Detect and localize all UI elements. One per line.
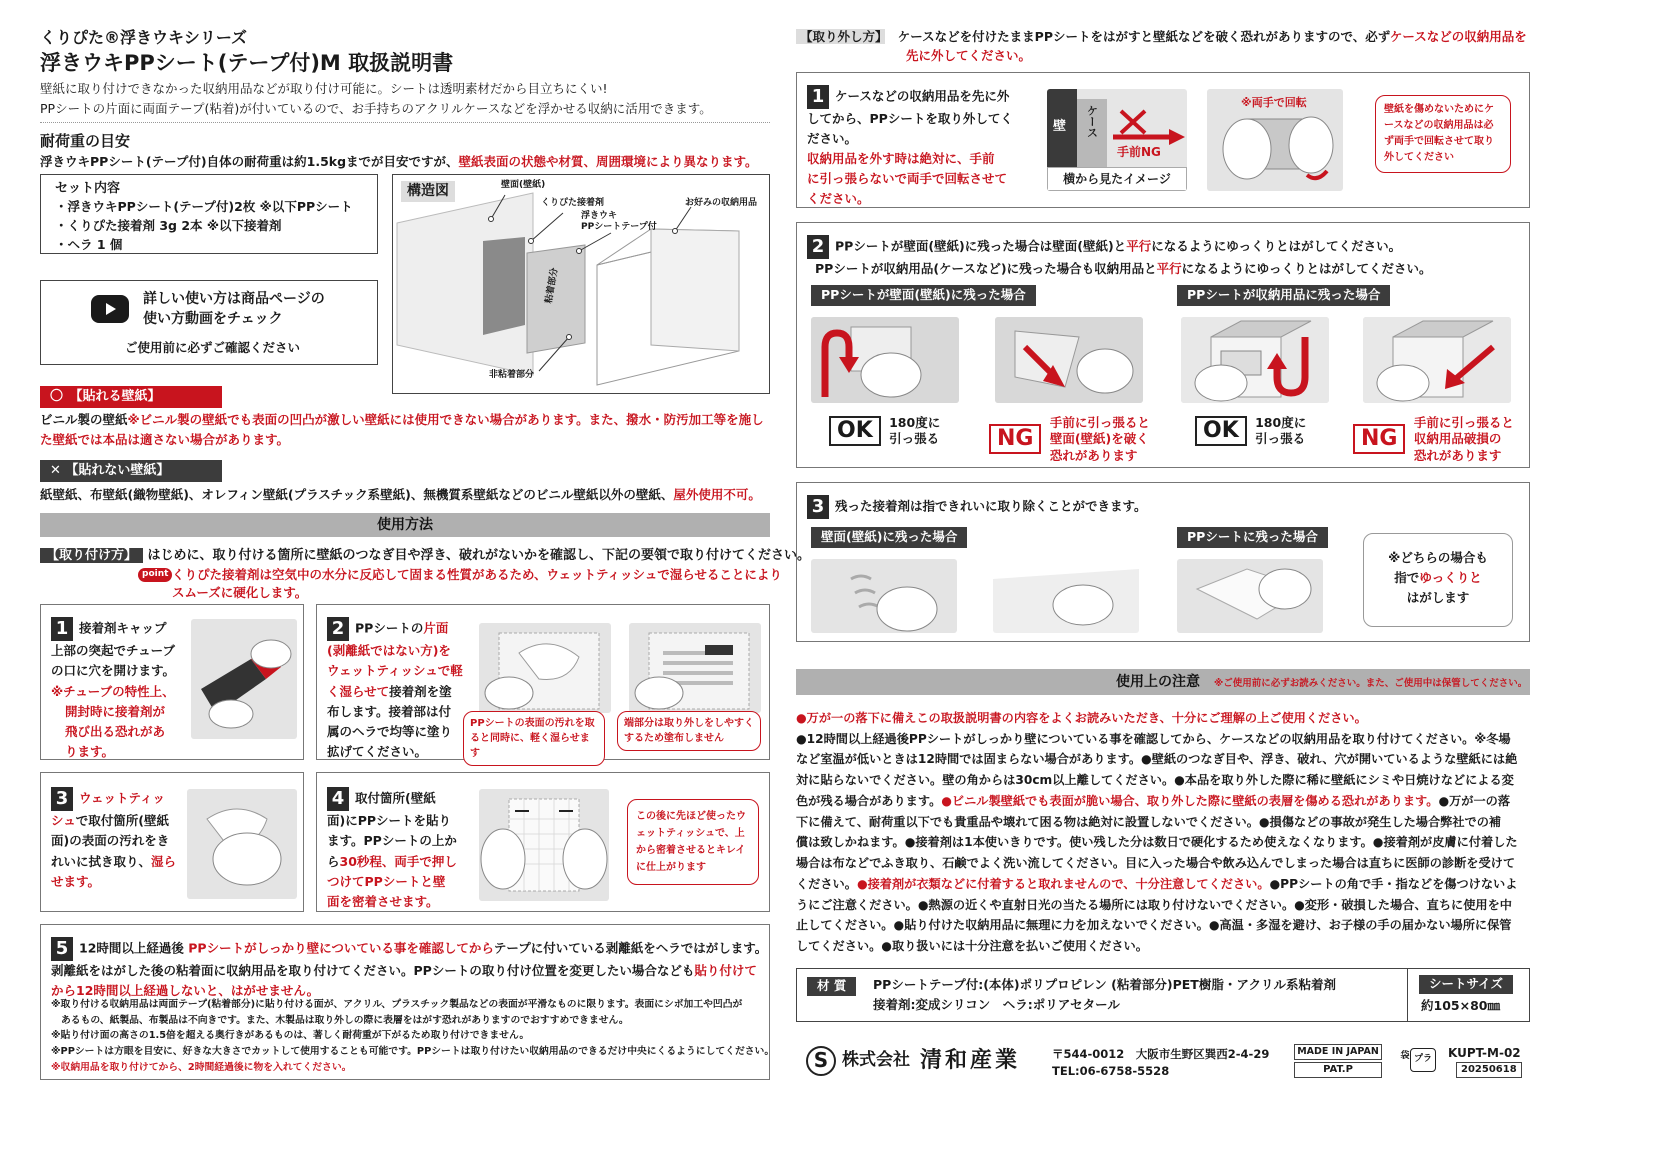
removal-step-1-box xyxy=(796,72,1530,208)
step-4-bubble: この後に先ほど使ったウェットティッシュで、上から密着させるとキレイに仕上がります xyxy=(627,799,759,885)
rotate-label: ※両手で回転 xyxy=(1241,96,1307,109)
ok-wall-text: ビニル製の壁紙※ビニル製の壁紙でも表面の凹凸が激しい壁紙には使用できない場合があります。また、撥水・防汚加工等を施した壁紙では本品は適さない場合があります。 xyxy=(40,412,764,447)
set-contents-box xyxy=(40,174,378,254)
material-box xyxy=(796,968,1530,1022)
label-wall: 壁面(壁紙) xyxy=(501,180,546,190)
step-2-illustration-1 xyxy=(479,623,611,713)
label-adhesive: くりぴた接着剤 xyxy=(541,198,605,208)
divider xyxy=(40,122,770,123)
material-label: 材 質 xyxy=(807,977,856,996)
label-wall-side: 壁 xyxy=(1053,119,1067,134)
product-code: KUPT-M-02 xyxy=(1448,1046,1521,1060)
video-line-1: 詳しい使い方は商品ページの xyxy=(143,291,325,307)
label-nonsticky: 非粘着部分 xyxy=(489,370,535,380)
step-3-illustration xyxy=(187,789,297,899)
youtube-icon xyxy=(91,295,129,323)
step-5-notes: ※取り付ける収納用品は両面テープ(粘着部分)に貼り付ける面が、アクリル、プラスチック製品などの表面が平滑なものに限ります。表面にシボ加工や凹凸が あるもの、紙製品、布製品は不向きです。また、木製品は取り外しの際に表層をはがす恐れがありますのでおすすめできません。 ※貼り付け面の高さの1.5倍を超える奥行きがあるものは、著しく耐荷重が下がるため取り付けできません。 ※PPシートは方眼を目安に、好きな大きさでカットして使用することも可能です。PPシートは取り付けたい収納用品のできるだけ中央にくるようにしてください。 ※収納用品を取り付けてから、2時間経過後に物を入れてください。 xyxy=(51,999,775,1073)
caution-bar: 使用上の注意 ※ご使用前に必ずお読みください。また、ご使用中は保管してください。 xyxy=(796,669,1530,695)
video-line-2: 使い方動画をチェック xyxy=(143,311,283,327)
rotate-illustration xyxy=(1207,89,1343,191)
illus-remain-sheet xyxy=(1177,559,1323,633)
company-name: 株式会社 xyxy=(842,1050,910,1070)
attach-instructions: 【取り付け方】 はじめに、取り付ける箇所に壁紙のつなぎ目や浮き、破れがないかを確認し、下記の要領で取り付けてください。 xyxy=(40,546,810,566)
illus-wall-ok xyxy=(811,317,959,403)
company-logo-icon: S xyxy=(806,1046,836,1076)
size-value: 約105×80㎜ xyxy=(1421,998,1500,1013)
set-item-3: ・ヘラ 1 個 xyxy=(55,237,123,252)
recycle-bag: 袋 xyxy=(1398,1050,1409,1059)
set-item-1: ・浮きウキPPシート(テープ付)2枚 ※以下PPシート xyxy=(55,199,353,214)
removal-step-2-box xyxy=(796,222,1530,468)
label-sticky: 粘着部分 xyxy=(544,267,561,305)
remain-bubble: ※どちらの場合も 指でゆっくりと はがします xyxy=(1363,533,1513,627)
label-sheet: 浮きウキ PPシートテープ付 xyxy=(581,211,657,232)
step-4-illustration xyxy=(479,789,609,901)
step-3-box xyxy=(40,772,304,912)
label-remain-sheet: PPシートに残った場合 xyxy=(1177,527,1328,548)
step-2-note-1: PPシートの表面の汚れを取ると同時に、軽く湿らせます xyxy=(463,711,605,766)
page-title: 浮きウキPPシート(テープ付)M 取扱説明書 xyxy=(40,51,454,75)
structure-diagram xyxy=(392,174,770,394)
removal-step-3-box xyxy=(796,482,1530,642)
load-text: 浮きウキPPシート(テープ付)自体の耐荷重は約1.5kgまでが目安ですが、壁紙表面の状態や材質、周囲環境により異なります。 xyxy=(40,154,758,169)
structure-label: 構造図 xyxy=(401,181,455,202)
step-5-box xyxy=(40,924,775,1080)
removal-step-3-text: 3 残った接着剤は指できれいに取り除くことができます。 xyxy=(807,495,1147,519)
size-label: シートサイズ xyxy=(1419,975,1513,994)
video-box[interactable] xyxy=(40,280,378,365)
illus-remain-wall-2 xyxy=(993,559,1139,633)
intro-line-1: 壁紙に取り付けできなかった収納用品などが取り付け可能に。シートは透明素材だから目立ちにくい! xyxy=(40,81,608,96)
usage-bar: 使用方法 xyxy=(40,513,770,537)
removal-step-1-text: 1 ケースなどの収納用品を先に外 してから、PPシートを取り外してく ださい。 収納用品を外す時は絶対に、手前 に引っ張らないで両手で回転させて ください。 xyxy=(807,86,1013,206)
label-storage: お好みの収納用品 xyxy=(685,198,758,208)
illus-case-ok xyxy=(1181,317,1329,403)
point-badge: point xyxy=(138,568,172,582)
removal-bubble: 壁紙を傷めないためにケースなどの収納用品は必ず両手で回転させて取り外してください xyxy=(1375,95,1511,173)
recycle-pla-icon: プラ xyxy=(1410,1048,1436,1072)
step-4-text: 4 取付箇所(壁紙 面)にPPシートを貼り ます。PPシートの上か ら30秒程、両手で押し つけてPPシートと壁 面を密着させます。 xyxy=(327,788,457,909)
intro-line-2: PPシートの片面に両面テープ(粘着)が付いているので、お手持ちのアクリルケースなどを浮かせる収納に活用できます。 xyxy=(40,101,712,116)
step-2-illustration-2 xyxy=(629,623,761,713)
result-wall-ok: OK 180度に 引っ張る xyxy=(829,415,940,448)
series-title: くりぴた®浮きウキシリーズ xyxy=(40,28,248,47)
set-heading: セット内容 xyxy=(55,181,121,196)
step-2-box xyxy=(316,604,770,760)
label-remain-wall: 壁面(壁紙)に残った場合 xyxy=(811,527,967,548)
point-text: くりぴた接着剤は空気中の水分に反応して固まる性質があるため、ウェットティッシュで湿らせることにより スムーズに硬化します。 xyxy=(172,567,782,601)
load-heading: 耐荷重の目安 xyxy=(40,132,131,150)
label-ng-side: 手前NG xyxy=(1117,145,1161,159)
set-item-2: ・くりぴた接着剤 3g 2本 ※以下接着剤 xyxy=(55,218,282,233)
step-3-text: 3 ウェットティッ シュで取付箇所(壁紙 面)の表面の汚れをき れいに拭き取り、湿ら せます。 xyxy=(51,788,177,889)
caution-text: ●万が一の落下に備えこの取扱説明書の内容をよくお読みいただき、十分にご理解の上ご使用ください。 ●12時間以上経過後PPシートがしっかり壁についている事を確認してから、ケースなどの収納用品を取り付けてください。※冬場 など室温が低いときは12時間では固まらない場合があります。●壁紙のつなぎ目や、浮き、破れ、穴が開いているような壁紙には絶 対に貼らないでください。壁の角からは30cm以上離してください。●本品を取り外した際に稀に壁紙にシミや日焼けなどによる変 色が残る場合があります。●ビニル製壁紙でも表面が脆い場合、取り外した際に壁紙の表層を傷める恐れがあります。●万が一の落 下に備えて、耐荷重以下でも貴重品や壊れて困る物は絶対に設置しないでください。●損傷などの事故が発生した場合弊社での補 償は致しかねます。●接着剤は1本使いきりです。使い残した分は数日で硬化するため使えなくなります。●接着剤が皮膚に付着した 場合は布などでふき取り、石鹸でよく洗い流してください。目に入った場合や飲み込んでしまった場合は直ちに医師の診断を受けて ください。●接着剤が衣類などに付着すると取れませんので、十分注意してください。●PPシートの角で手・指などを傷つけないよ うにご注意ください。●熱源の近くや直射日光の当たる場所には取り付けないでください。●変形・破損した場合、直ちに使用を中 止してください。●貼り付けた収納用品に無理に力を加えないでください。●高温・多湿を避け、お子様の手の届かない場所に保管 してください。●取り扱いには十分注意を払いご使用ください。 xyxy=(796,711,1518,954)
ng-wall-label: ✕ 【貼れない壁紙】 xyxy=(40,460,222,482)
illus-remain-wall-1 xyxy=(811,559,957,633)
side-view-illustration xyxy=(1047,89,1187,191)
illus-case-ng xyxy=(1363,317,1511,403)
removal-heading: 【取り外し方】 ケースなどを付けたままPPシートをはがすと壁紙などを破く恐れがありますので、必ずケースなどの収納用品を 先に外してください。 xyxy=(796,28,1536,66)
company-address: 〒544-0012 大阪市生野区巽西2-4-29 TEL:06-6758-5528 xyxy=(1052,1047,1270,1078)
removal-step-2-text: 2 PPシートが壁面(壁紙)に残った場合は壁面(壁紙)と平行になるようにゆっくりとはがしてください。 PPシートが収納用品(ケースなど)に残った場合も収納用品と平行になるようにゆっくりとはがしてください。 xyxy=(807,235,1432,279)
step-2-text: 2 PPシートの片面 (剥離紙ではない方)を ウェットティッシュで軽 く湿らせて接着剤を塗 布します。接着部は付 属のヘラで均等に塗り 拡げてください。 xyxy=(327,618,463,760)
ok-wall-label: 〇 【貼れる壁紙】 xyxy=(40,386,222,408)
step-1-illustration xyxy=(191,619,297,739)
result-case-ng: NG 手前に引っ張ると 収納用品破損の 恐れがあります xyxy=(1353,415,1514,464)
step-1-text: 1 接着剤キャップ 上部の突起でチューブ の口に穴を開けます。 ※チューブの特性上、 開封時に接着剤が 飛び出る恐れがあ ります。 xyxy=(51,618,176,760)
label-left-on-wall: PPシートが壁面(壁紙)に残った場合 xyxy=(811,285,1036,306)
label-case-side: ケース xyxy=(1085,105,1099,138)
result-case-ok: OK 180度に 引っ張る xyxy=(1195,415,1306,448)
step-5-text: 5 12時間以上経過後 PPシートがしっかり壁についている事を確認してからテープに付いている剥離紙をヘラではがします。 剥離紙をはがした後の粘着面に収納用品を取り付けてください。PPシートの取り付け位置を変更したい場合なども貼り付けて から12時間以上経過しないと、はがせません。 xyxy=(51,938,768,999)
illus-wall-ng xyxy=(995,317,1143,403)
side-view-caption: 横から見たイメージ xyxy=(1047,167,1187,191)
step-4-box xyxy=(316,772,770,912)
company-name-2: 清和産業 xyxy=(920,1048,1021,1073)
material-text: PPシートテープ付:(本体)ポリプロピレン (粘着部分)PET樹脂・アクリル系粘着剤 接着剤:変成シリコン ヘラ:ポリアセタール xyxy=(873,977,1336,1012)
print-date: 20250618 xyxy=(1456,1062,1522,1078)
ng-wall-text: 紙壁紙、布壁紙(織物壁紙)、オレフィン壁紙(プラスチック系壁紙)、無機質系壁紙などのビニル壁紙以外の壁紙、屋外使用不可。 xyxy=(40,487,761,502)
label-left-on-case: PPシートが収納用品に残った場合 xyxy=(1177,285,1390,306)
made-in-japan: MADE IN JAPAN xyxy=(1294,1044,1382,1060)
result-wall-ng: NG 手前に引っ張ると 壁面(壁紙)を破く 恐れがあります xyxy=(989,415,1150,464)
video-note: ご使用前に必ずご確認ください xyxy=(125,340,301,355)
step-1-box xyxy=(40,604,304,760)
patent: PAT.P xyxy=(1294,1062,1382,1078)
step-2-note-2: 端部分は取り外しをしやすくするため塗布しません xyxy=(617,711,761,751)
